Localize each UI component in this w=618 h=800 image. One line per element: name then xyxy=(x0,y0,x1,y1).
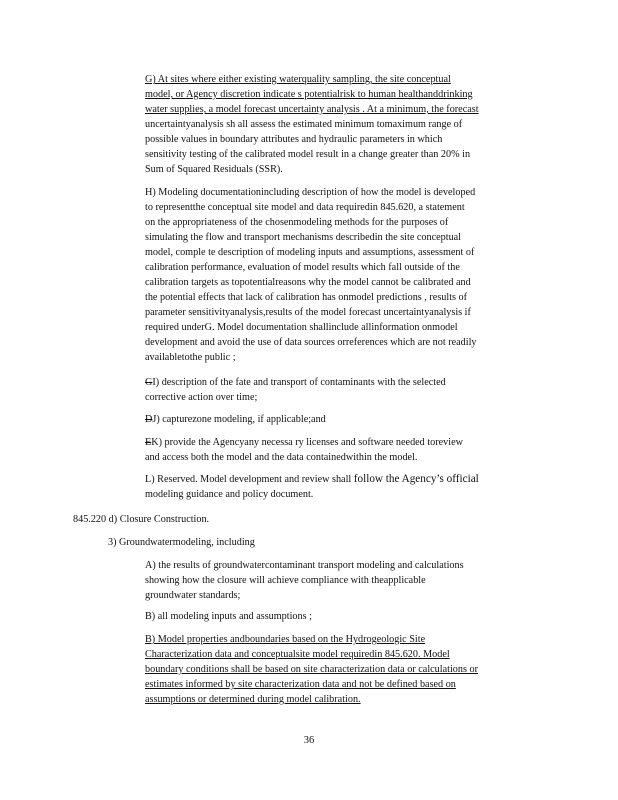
item-i-line-1 xyxy=(145,375,533,390)
item-b2-line: B) Model properties andboundaries based on the Hydrogeologic Site xyxy=(145,634,426,645)
subsection-3 xyxy=(108,535,255,550)
item-k-text: K) provide the Agencyany necessa ry licenses and software needed toreview xyxy=(151,437,463,448)
item-a-line: showing how the closure will achieve compliance with theapplicable xyxy=(145,575,426,586)
item-h-line: required underG. Model documentation shallinclude allinformation onmodel xyxy=(145,322,458,333)
item-b2-line: estimates informed by site characterization data and not be defined based on xyxy=(145,679,456,690)
item-i-struck: G xyxy=(145,377,153,388)
item-g-line-4: uncertaintyanalysis sh all assess the estimated minimum tomaximum range of xyxy=(145,119,463,130)
item-h-line: model, comple te description of modeling inputs and assumptions, assessment of xyxy=(145,247,475,258)
item-g-line-1: G) At sites where either existing waterquality sampling, the site conceptual xyxy=(145,74,451,85)
item-h-line: calibration targets as topotentialreasons why the model cannot be calibrated and xyxy=(145,277,471,288)
item-a-line: groundwater standards; xyxy=(145,590,241,601)
item-a-line: A) the results of groundwatercontaminant transport modeling and calculations xyxy=(145,560,464,571)
item-k xyxy=(145,435,533,465)
item-l-line-2: modeling guidance and policy document. xyxy=(145,489,314,500)
item-h-line: development and avoid the use of data sources orreferences which are not readily xyxy=(145,337,477,348)
item-b-inserted xyxy=(145,632,540,707)
item-i-text: I) description of the fate and transport of contaminants with the selected xyxy=(152,377,446,388)
item-k-struck: E xyxy=(145,437,152,448)
item-b xyxy=(145,609,533,624)
item-g-line-2: model, or Agency discretion indicate s potentialrisk to human healthanddrinking xyxy=(145,89,473,100)
item-g-line-5: possible values in boundary attributes and hydraulic parameters in which xyxy=(145,134,443,145)
page-number: 36 xyxy=(303,735,315,746)
item-i xyxy=(145,375,533,405)
item-h-line: calibration performance, evaluation of model results which fall outside of the xyxy=(145,262,460,273)
item-k-line-2: and access both the model and the data containedwithin the model. xyxy=(145,452,418,463)
item-k-line-1 xyxy=(145,435,533,450)
item-g-line-7: Sum of Squared Residuals (SSR). xyxy=(145,164,283,175)
item-h-line: on the appropriateness of the chosenmodeling methods for the purposes of xyxy=(145,217,449,228)
item-h-line: the potential effects that lack of calibration has onmodel predictions , results of xyxy=(145,292,468,303)
item-l-line-1 xyxy=(145,472,533,487)
item-j-struck: D xyxy=(145,414,153,425)
item-j-text: J) capturezone modeling, if applicable;and xyxy=(152,414,326,425)
item-a xyxy=(145,558,533,603)
item-h-line: simulating the flow and transport mechanisms describedin the site conceptual xyxy=(145,232,462,243)
item-l-text-a: L) Reserved. Model development and review shall xyxy=(145,474,352,485)
item-g-line-6: sensitivity testing of the calibrated model result in a change greater than 20% in xyxy=(145,149,471,160)
item-g-line-3: water supplies, a model forecast uncertainty analysis . At a minimum, the forecast xyxy=(145,104,479,115)
item-j-line-1 xyxy=(145,412,533,427)
item-b2-line: assumptions or determined during model calibration. xyxy=(145,694,361,705)
section-845-220: 845.220 d) Closure Construction. xyxy=(73,514,210,525)
item-l-text-b: follow the Agency’s official xyxy=(353,473,479,485)
item-b2-line: boundary conditions shall be based on site characterization data or calculations or xyxy=(145,664,478,675)
item-h-line: availabletothe public ; xyxy=(145,352,236,363)
subsection-3-title: 3) Groundwatermodeling, including xyxy=(108,537,255,548)
item-j xyxy=(145,412,533,427)
item-i-line-2: corrective action over time; xyxy=(145,392,258,403)
item-h-line: parameter sensitivityanalysis,results of the model forecast uncertaintyanalysis if xyxy=(145,307,471,318)
item-h xyxy=(145,185,533,365)
section-heading xyxy=(73,512,209,527)
item-h-line: to representthe conceptual site model and data requiredin 845.620, a statement xyxy=(145,202,465,213)
item-b2-line: Characterization data and conceptualsite model requiredin 845.620. Model xyxy=(145,649,450,660)
item-l xyxy=(145,472,533,502)
item-g xyxy=(145,72,530,177)
item-b-line: B) all modeling inputs and assumptions ; xyxy=(145,611,312,622)
item-h-line: H) Modeling documentationincluding description of how the model is developed xyxy=(145,187,476,198)
